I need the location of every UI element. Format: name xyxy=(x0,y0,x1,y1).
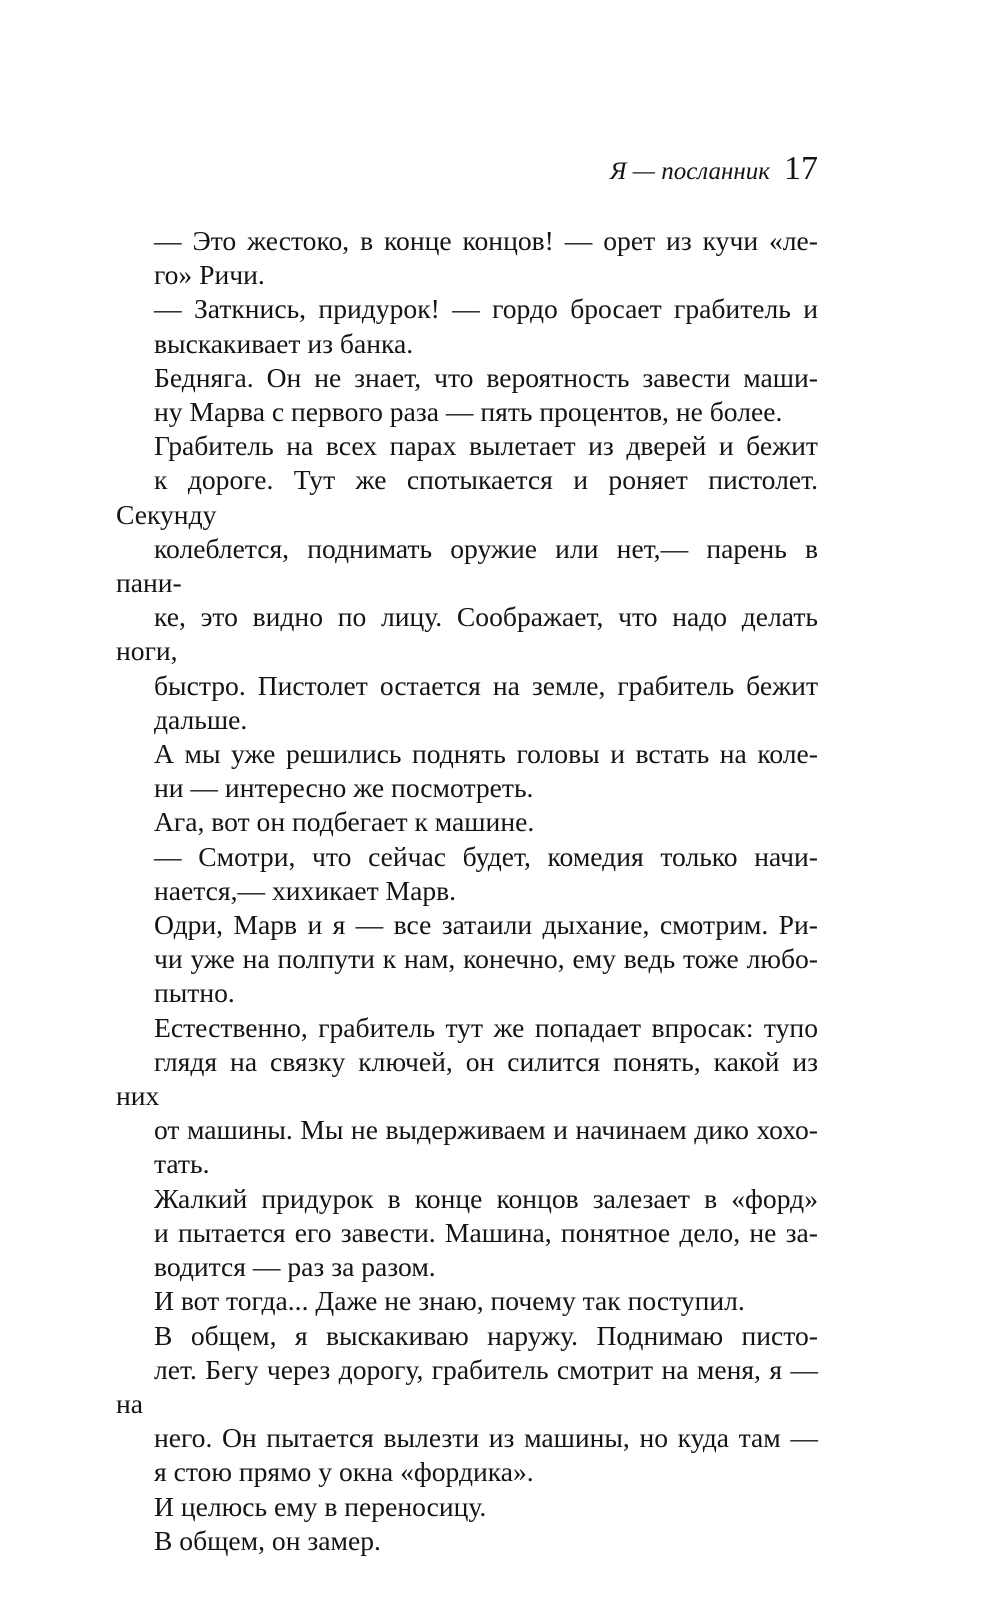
text-line: водится — раз за разом. xyxy=(154,1251,436,1283)
paragraph xyxy=(116,1524,818,1558)
paragraph xyxy=(116,429,818,737)
text-line: от машины. Мы не выдерживаем и начинаем дико хохо- xyxy=(154,1114,818,1146)
paragraph xyxy=(116,737,818,805)
text-line: ни — интересно же посмотреть. xyxy=(154,772,534,804)
paragraph xyxy=(116,1284,818,1318)
text-line: лет. Бегу через дорогу, грабитель смотрит на меня, я — на xyxy=(116,1353,818,1419)
text-line: Одри, Марв и я — все затаили дыхание, смотрим. Ри- xyxy=(154,909,818,941)
text-line: — Это жестоко, в конце концов! — орет из кучи «ле- xyxy=(154,225,818,256)
text-line: Ага, вот он подбегает к машине. xyxy=(154,806,535,838)
paragraph xyxy=(116,1011,818,1182)
paragraph xyxy=(116,840,818,908)
paragraph xyxy=(116,224,818,292)
text-line: Естественно, грабитель тут же попадает впросак: тупо xyxy=(154,1011,818,1043)
page-header xyxy=(610,150,818,188)
paragraph xyxy=(116,908,818,1011)
text-line: В общем, я выскакиваю наружу. Поднимаю писто- xyxy=(154,1319,818,1351)
text-line: нается,— хихикает Марв. xyxy=(154,874,457,906)
text-line: В общем, он замер. xyxy=(154,1524,381,1556)
text-line: Жалкий придурок в конце концов залезает в «форд» xyxy=(154,1182,818,1214)
paragraph xyxy=(116,805,818,839)
text-line: И вот тогда... Даже не знаю, почему так поступил. xyxy=(154,1285,745,1317)
text-line: — Заткнись, придурок! — гордо бросает грабитель и xyxy=(154,293,818,325)
paragraph xyxy=(116,1182,818,1285)
paragraph xyxy=(116,1319,818,1490)
text-line: колеблется, поднимать оружие или нет,— парень в пани- xyxy=(116,532,818,599)
page-number: 17 xyxy=(784,150,818,187)
text-line: быстро. Пистолет остается на земле, грабитель бежит xyxy=(154,669,818,701)
text-line: к дороге. Тут же спотыкается и роняет пистолет. Секунду xyxy=(116,464,818,530)
paragraph xyxy=(116,292,818,360)
running-title: Я — посланник xyxy=(610,158,770,185)
text-line: ке, это видно по лицу. Соображает, что надо делать ноги, xyxy=(116,601,818,667)
text-line: и пытается его завести. Машина, понятное дело, не за- xyxy=(154,1216,818,1248)
text-line: чи уже на полпути к нам, конечно, ему ведь тоже любо- xyxy=(154,943,818,975)
body-text xyxy=(116,224,818,1558)
text-line: пытно. xyxy=(154,977,235,1009)
text-line: А мы уже решились поднять головы и встать на коле- xyxy=(154,738,818,770)
text-line: дальше. xyxy=(154,703,248,735)
text-line: глядя на связку ключей, он силится понять, какой из них xyxy=(116,1045,818,1112)
text-line: Грабитель на всех парах вылетает из дверей и бежит xyxy=(154,430,818,462)
text-line: тать. xyxy=(154,1148,210,1180)
text-line: И целюсь ему в переносицу. xyxy=(154,1490,487,1522)
text-line: — Смотри, что сейчас будет, комедия только начи- xyxy=(154,840,818,872)
text-line: выскакивает из банка. xyxy=(154,327,414,359)
text-line: Бедняга. Он не знает, что вероятность завести маши- xyxy=(154,361,818,393)
paragraph xyxy=(116,1490,818,1524)
text-line: я стою прямо у окна «фордика». xyxy=(154,1456,534,1488)
text-line: ну Марва с первого раза — пять процентов, не более. xyxy=(154,396,783,428)
paragraph xyxy=(116,361,818,429)
text-line: го» Ричи. xyxy=(154,259,265,291)
text-line: него. Он пытается вылезти из машины, но куда там — xyxy=(154,1422,818,1454)
